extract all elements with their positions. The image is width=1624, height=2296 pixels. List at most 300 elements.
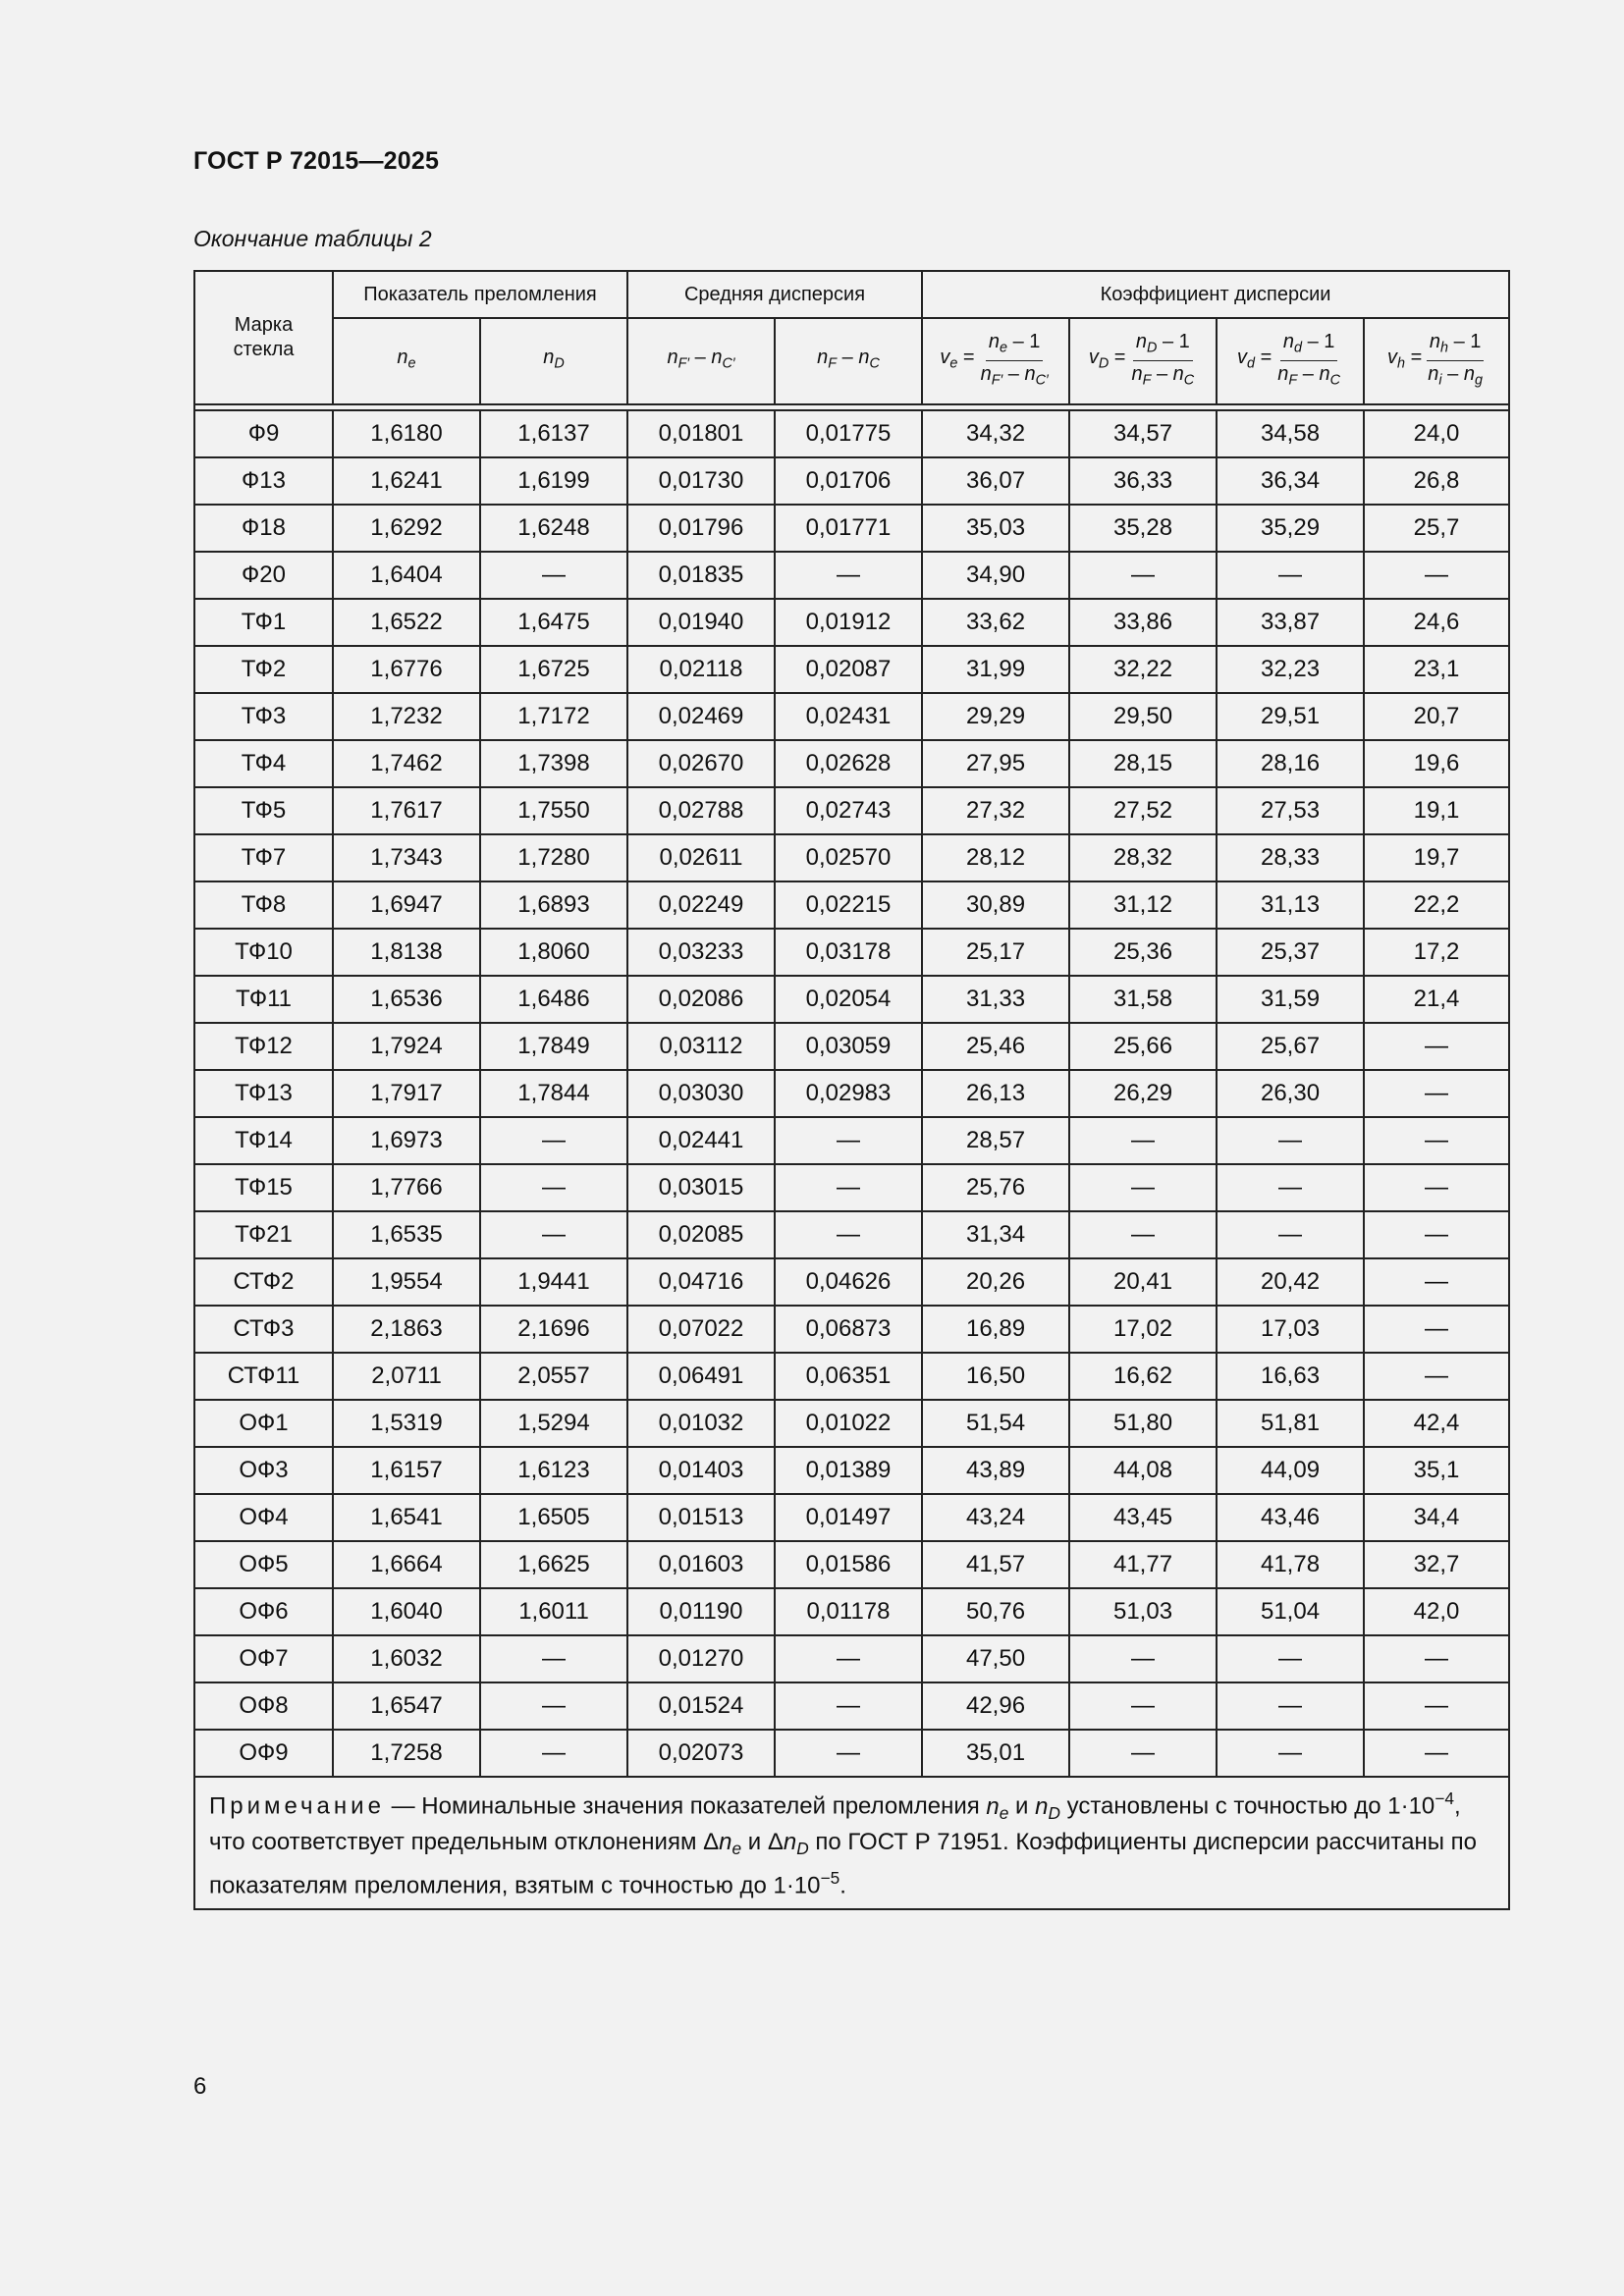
cell-brand: ТФ7 xyxy=(194,834,333,881)
cell-nF-minus-nC: 0,02570 xyxy=(775,834,922,881)
cell-vd: 32,23 xyxy=(1217,646,1364,693)
cell-nF-minus-nC: 0,02087 xyxy=(775,646,922,693)
cell-vD: 26,29 xyxy=(1069,1070,1217,1117)
cell-nD: 1,6199 xyxy=(480,457,627,505)
table-row xyxy=(194,1494,1509,1541)
header-vD-formula: $v_D$ = $\frac{n_D - 1}{n_F - n_C}$ xyxy=(1069,318,1217,404)
cell-vd: 27,53 xyxy=(1217,787,1364,834)
cell-nF-prime-minus-nC-prime: 0,01270 xyxy=(627,1635,775,1682)
cell-nD: 1,6486 xyxy=(480,976,627,1023)
cell-nF-minus-nC: — xyxy=(775,1211,922,1258)
cell-brand: ТФ11 xyxy=(194,976,333,1023)
cell-vD: — xyxy=(1069,1117,1217,1164)
cell-vD: 43,45 xyxy=(1069,1494,1217,1541)
cell-brand: ОФ1 xyxy=(194,1400,333,1447)
cell-vh: — xyxy=(1364,1682,1509,1730)
cell-brand: Ф9 xyxy=(194,410,333,457)
cell-nD: 1,5294 xyxy=(480,1400,627,1447)
table-row xyxy=(194,1211,1509,1258)
cell-brand: ТФ2 xyxy=(194,646,333,693)
cell-ve: 31,33 xyxy=(922,976,1069,1023)
table-row xyxy=(194,1023,1509,1070)
table-row xyxy=(194,1541,1509,1588)
cell-ne: 1,7462 xyxy=(333,740,480,787)
cell-nD: 1,6893 xyxy=(480,881,627,929)
cell-brand: ТФ8 xyxy=(194,881,333,929)
table-row xyxy=(194,976,1509,1023)
cell-brand: Ф13 xyxy=(194,457,333,505)
cell-ve: 28,12 xyxy=(922,834,1069,881)
cell-vD: 51,03 xyxy=(1069,1588,1217,1635)
cell-vD: 51,80 xyxy=(1069,1400,1217,1447)
cell-nD: — xyxy=(480,1211,627,1258)
cell-vh: — xyxy=(1364,1070,1509,1117)
cell-nD: — xyxy=(480,1682,627,1730)
cell-vD: 31,58 xyxy=(1069,976,1217,1023)
cell-ne: 2,0711 xyxy=(333,1353,480,1400)
cell-ne: 1,5319 xyxy=(333,1400,480,1447)
cell-vh: — xyxy=(1364,552,1509,599)
cell-ne: 1,6157 xyxy=(333,1447,480,1494)
table-row xyxy=(194,505,1509,552)
cell-ne: 1,6535 xyxy=(333,1211,480,1258)
cell-nD: 1,7550 xyxy=(480,787,627,834)
cell-vd: 31,13 xyxy=(1217,881,1364,929)
cell-ve: 50,76 xyxy=(922,1588,1069,1635)
cell-vh: 24,0 xyxy=(1364,410,1509,457)
cell-nF-minus-nC: 0,02431 xyxy=(775,693,922,740)
table-row xyxy=(194,1164,1509,1211)
cell-nF-prime-minus-nC-prime: 0,02086 xyxy=(627,976,775,1023)
cell-vD: 35,28 xyxy=(1069,505,1217,552)
cell-nF-prime-minus-nC-prime: 0,01940 xyxy=(627,599,775,646)
cell-nF-minus-nC: 0,01706 xyxy=(775,457,922,505)
cell-vd: 25,37 xyxy=(1217,929,1364,976)
cell-nD: 1,6137 xyxy=(480,410,627,457)
cell-nF-minus-nC: 0,02983 xyxy=(775,1070,922,1117)
cell-ne: 1,6547 xyxy=(333,1682,480,1730)
header-ne: $n_e$ xyxy=(333,318,480,404)
table-caption: Окончание таблицы 2 xyxy=(193,226,432,251)
cell-vh: — xyxy=(1364,1635,1509,1682)
cell-ve: 29,29 xyxy=(922,693,1069,740)
cell-vD: — xyxy=(1069,1635,1217,1682)
cell-brand: ТФ14 xyxy=(194,1117,333,1164)
cell-nF-minus-nC: 0,01912 xyxy=(775,599,922,646)
cell-brand: ТФ12 xyxy=(194,1023,333,1070)
cell-ve: 27,32 xyxy=(922,787,1069,834)
cell-vd: 43,46 xyxy=(1217,1494,1364,1541)
cell-vD: 34,57 xyxy=(1069,410,1217,457)
cell-vd: 28,33 xyxy=(1217,834,1364,881)
cell-ne: 1,7924 xyxy=(333,1023,480,1070)
header-dispersion-coefficient: Коэффициент дисперсии xyxy=(922,271,1509,318)
cell-nF-prime-minus-nC-prime: 0,06491 xyxy=(627,1353,775,1400)
cell-ne: 1,9554 xyxy=(333,1258,480,1306)
cell-ne: 1,6776 xyxy=(333,646,480,693)
cell-ne: 1,7617 xyxy=(333,787,480,834)
table-row xyxy=(194,787,1509,834)
cell-brand: ТФ5 xyxy=(194,787,333,834)
table-row xyxy=(194,1306,1509,1353)
cell-nF-minus-nC: 0,01586 xyxy=(775,1541,922,1588)
cell-nF-prime-minus-nC-prime: 0,03233 xyxy=(627,929,775,976)
cell-nF-minus-nC: 0,04626 xyxy=(775,1258,922,1306)
cell-ve: 16,89 xyxy=(922,1306,1069,1353)
cell-vh: 32,7 xyxy=(1364,1541,1509,1588)
cell-nD: — xyxy=(480,552,627,599)
cell-vD: 44,08 xyxy=(1069,1447,1217,1494)
cell-vd: 41,78 xyxy=(1217,1541,1364,1588)
cell-nF-minus-nC: 0,02215 xyxy=(775,881,922,929)
cell-vh: — xyxy=(1364,1730,1509,1777)
cell-vd: 36,34 xyxy=(1217,457,1364,505)
cell-ve: 20,26 xyxy=(922,1258,1069,1306)
cell-ne: 1,6664 xyxy=(333,1541,480,1588)
cell-brand: ТФ3 xyxy=(194,693,333,740)
cell-vD: 29,50 xyxy=(1069,693,1217,740)
cell-nD: 1,6123 xyxy=(480,1447,627,1494)
cell-nD: 1,8060 xyxy=(480,929,627,976)
cell-nD: 1,7844 xyxy=(480,1070,627,1117)
cell-nF-minus-nC: 0,06873 xyxy=(775,1306,922,1353)
cell-nD: 1,7172 xyxy=(480,693,627,740)
table-row xyxy=(194,693,1509,740)
cell-ne: 1,8138 xyxy=(333,929,480,976)
cell-vd: 25,67 xyxy=(1217,1023,1364,1070)
table-row xyxy=(194,929,1509,976)
cell-vd: 28,16 xyxy=(1217,740,1364,787)
cell-nF-minus-nC: — xyxy=(775,1682,922,1730)
table-row xyxy=(194,646,1509,693)
cell-vD: 41,77 xyxy=(1069,1541,1217,1588)
cell-vd: 35,29 xyxy=(1217,505,1364,552)
cell-ve: 36,07 xyxy=(922,457,1069,505)
cell-vd: — xyxy=(1217,1635,1364,1682)
cell-vd: 17,03 xyxy=(1217,1306,1364,1353)
cell-vh: 42,4 xyxy=(1364,1400,1509,1447)
table-row xyxy=(194,1447,1509,1494)
cell-nF-prime-minus-nC-prime: 0,02085 xyxy=(627,1211,775,1258)
cell-vD: 31,12 xyxy=(1069,881,1217,929)
cell-nD: 2,0557 xyxy=(480,1353,627,1400)
cell-ve: 25,76 xyxy=(922,1164,1069,1211)
cell-ve: 25,17 xyxy=(922,929,1069,976)
cell-brand: ТФ1 xyxy=(194,599,333,646)
cell-brand: ТФ10 xyxy=(194,929,333,976)
cell-vh: 21,4 xyxy=(1364,976,1509,1023)
cell-vd: 16,63 xyxy=(1217,1353,1364,1400)
cell-vd: — xyxy=(1217,1164,1364,1211)
cell-vh: — xyxy=(1364,1117,1509,1164)
cell-vd: 51,81 xyxy=(1217,1400,1364,1447)
cell-nF-prime-minus-nC-prime: 0,01730 xyxy=(627,457,775,505)
table-row xyxy=(194,834,1509,881)
cell-vh: 19,1 xyxy=(1364,787,1509,834)
table-row xyxy=(194,1682,1509,1730)
cell-ve: 34,32 xyxy=(922,410,1069,457)
cell-brand: Ф20 xyxy=(194,552,333,599)
table-row xyxy=(194,1400,1509,1447)
cell-vd: 44,09 xyxy=(1217,1447,1364,1494)
cell-ve: 43,24 xyxy=(922,1494,1069,1541)
cell-nF-prime-minus-nC-prime: 0,03030 xyxy=(627,1070,775,1117)
cell-nD: — xyxy=(480,1117,627,1164)
cell-nD: 1,6505 xyxy=(480,1494,627,1541)
cell-nF-prime-minus-nC-prime: 0,01801 xyxy=(627,410,775,457)
cell-nF-prime-minus-nC-prime: 0,01796 xyxy=(627,505,775,552)
cell-vh: 42,0 xyxy=(1364,1588,1509,1635)
cell-vd: — xyxy=(1217,1117,1364,1164)
cell-nF-minus-nC: 0,02743 xyxy=(775,787,922,834)
cell-brand: ТФ13 xyxy=(194,1070,333,1117)
cell-nF-minus-nC: — xyxy=(775,1730,922,1777)
table-row xyxy=(194,1070,1509,1117)
cell-vh: — xyxy=(1364,1211,1509,1258)
cell-ne: 1,6040 xyxy=(333,1588,480,1635)
cell-vh: — xyxy=(1364,1306,1509,1353)
cell-ne: 1,6404 xyxy=(333,552,480,599)
cell-nF-minus-nC: 0,01022 xyxy=(775,1400,922,1447)
cell-vh: 19,7 xyxy=(1364,834,1509,881)
table-row xyxy=(194,1117,1509,1164)
cell-vd: — xyxy=(1217,1211,1364,1258)
cell-vd: — xyxy=(1217,1682,1364,1730)
table-row xyxy=(194,1635,1509,1682)
cell-nF-prime-minus-nC-prime: 0,02441 xyxy=(627,1117,775,1164)
cell-brand: ОФ7 xyxy=(194,1635,333,1682)
cell-ve: 31,99 xyxy=(922,646,1069,693)
cell-ve: 43,89 xyxy=(922,1447,1069,1494)
cell-vD: 28,32 xyxy=(1069,834,1217,881)
cell-vd: 20,42 xyxy=(1217,1258,1364,1306)
cell-ne: 1,7232 xyxy=(333,693,480,740)
cell-vd: — xyxy=(1217,1730,1364,1777)
cell-ne: 1,7343 xyxy=(333,834,480,881)
cell-vD: 20,41 xyxy=(1069,1258,1217,1306)
table-row xyxy=(194,1730,1509,1777)
cell-ne: 1,6947 xyxy=(333,881,480,929)
cell-nD: 1,6725 xyxy=(480,646,627,693)
cell-nF-minus-nC: 0,03178 xyxy=(775,929,922,976)
cell-brand: ТФ4 xyxy=(194,740,333,787)
cell-nF-prime-minus-nC-prime: 0,01603 xyxy=(627,1541,775,1588)
cell-nF-minus-nC: 0,01771 xyxy=(775,505,922,552)
cell-vD: 33,86 xyxy=(1069,599,1217,646)
cell-ve: 35,01 xyxy=(922,1730,1069,1777)
cell-nD: 1,7280 xyxy=(480,834,627,881)
cell-nD: 1,9441 xyxy=(480,1258,627,1306)
cell-vd: 33,87 xyxy=(1217,599,1364,646)
cell-vd: 34,58 xyxy=(1217,410,1364,457)
cell-ve: 34,90 xyxy=(922,552,1069,599)
cell-vD: 17,02 xyxy=(1069,1306,1217,1353)
page-number: 6 xyxy=(193,2073,207,2100)
cell-ve: 28,57 xyxy=(922,1117,1069,1164)
cell-nF-prime-minus-nC-prime: 0,02469 xyxy=(627,693,775,740)
cell-vD: 32,22 xyxy=(1069,646,1217,693)
cell-nF-prime-minus-nC-prime: 0,04716 xyxy=(627,1258,775,1306)
cell-vh: — xyxy=(1364,1258,1509,1306)
header-mean-dispersion: Средняя дисперсия xyxy=(627,271,922,318)
cell-vh: 24,6 xyxy=(1364,599,1509,646)
header-brand: Марка стекла xyxy=(194,271,333,404)
table-row xyxy=(194,552,1509,599)
table-row xyxy=(194,881,1509,929)
cell-brand: ОФ6 xyxy=(194,1588,333,1635)
cell-brand: ОФ4 xyxy=(194,1494,333,1541)
cell-vd: 31,59 xyxy=(1217,976,1364,1023)
glass-data-table xyxy=(193,270,1510,1910)
cell-vD: 28,15 xyxy=(1069,740,1217,787)
cell-ne: 1,6536 xyxy=(333,976,480,1023)
cell-nD: 1,6625 xyxy=(480,1541,627,1588)
cell-nF-prime-minus-nC-prime: 0,03015 xyxy=(627,1164,775,1211)
table-row xyxy=(194,1353,1509,1400)
header-ve-formula: $v_e$ = $\frac{n_e - 1}{n_{F'} - n_{C'}}$ xyxy=(922,318,1069,404)
cell-nD: — xyxy=(480,1730,627,1777)
cell-vD: 25,66 xyxy=(1069,1023,1217,1070)
cell-vh: 17,2 xyxy=(1364,929,1509,976)
cell-ve: 27,95 xyxy=(922,740,1069,787)
cell-nF-minus-nC: — xyxy=(775,1117,922,1164)
cell-vd: 51,04 xyxy=(1217,1588,1364,1635)
cell-ve: 31,34 xyxy=(922,1211,1069,1258)
cell-vh: 35,1 xyxy=(1364,1447,1509,1494)
cell-ve: 42,96 xyxy=(922,1682,1069,1730)
cell-nF-minus-nC: — xyxy=(775,552,922,599)
cell-nF-minus-nC: 0,01389 xyxy=(775,1447,922,1494)
cell-nD: — xyxy=(480,1164,627,1211)
header-vh-formula: $v_h$ = $\frac{n_h - 1}{n_i - n_g}$ xyxy=(1364,318,1509,404)
cell-nF-prime-minus-nC-prime: 0,02118 xyxy=(627,646,775,693)
cell-brand: ТФ21 xyxy=(194,1211,333,1258)
cell-vd: 29,51 xyxy=(1217,693,1364,740)
header-nF-prime-minus-nC-prime: $n_{F'} - n_{C'}$ xyxy=(627,318,775,404)
cell-nF-prime-minus-nC-prime: 0,02670 xyxy=(627,740,775,787)
cell-nF-prime-minus-nC-prime: 0,01032 xyxy=(627,1400,775,1447)
cell-brand: ОФ3 xyxy=(194,1447,333,1494)
cell-ne: 1,6541 xyxy=(333,1494,480,1541)
table-row xyxy=(194,457,1509,505)
cell-brand: ОФ8 xyxy=(194,1682,333,1730)
cell-vD: 25,36 xyxy=(1069,929,1217,976)
header-nF-minus-nC: $n_F - n_C$ xyxy=(775,318,922,404)
cell-nF-prime-minus-nC-prime: 0,01835 xyxy=(627,552,775,599)
cell-nF-prime-minus-nC-prime: 0,02249 xyxy=(627,881,775,929)
cell-vh: — xyxy=(1364,1164,1509,1211)
cell-nD: 1,6475 xyxy=(480,599,627,646)
cell-nF-minus-nC: 0,02628 xyxy=(775,740,922,787)
cell-vD: 27,52 xyxy=(1069,787,1217,834)
cell-vh: 34,4 xyxy=(1364,1494,1509,1541)
cell-ve: 41,57 xyxy=(922,1541,1069,1588)
cell-nD: 1,6248 xyxy=(480,505,627,552)
cell-nF-minus-nC: 0,01497 xyxy=(775,1494,922,1541)
cell-brand: ОФ9 xyxy=(194,1730,333,1777)
cell-vD: — xyxy=(1069,1164,1217,1211)
cell-ne: 1,6032 xyxy=(333,1635,480,1682)
cell-nD: 1,7849 xyxy=(480,1023,627,1070)
table-row xyxy=(194,1258,1509,1306)
table-row xyxy=(194,410,1509,457)
cell-brand: ОФ5 xyxy=(194,1541,333,1588)
cell-nF-prime-minus-nC-prime: 0,02611 xyxy=(627,834,775,881)
cell-vD: 36,33 xyxy=(1069,457,1217,505)
cell-ve: 25,46 xyxy=(922,1023,1069,1070)
cell-vD: — xyxy=(1069,552,1217,599)
cell-nF-minus-nC: 0,01178 xyxy=(775,1588,922,1635)
cell-brand: СТФ2 xyxy=(194,1258,333,1306)
cell-vh: — xyxy=(1364,1023,1509,1070)
cell-ve: 16,50 xyxy=(922,1353,1069,1400)
cell-nF-minus-nC: 0,01775 xyxy=(775,410,922,457)
cell-ve: 35,03 xyxy=(922,505,1069,552)
header-refractive-index: Показатель преломления xyxy=(333,271,627,318)
cell-ne: 1,6522 xyxy=(333,599,480,646)
cell-ve: 33,62 xyxy=(922,599,1069,646)
cell-brand: Ф18 xyxy=(194,505,333,552)
cell-vd: 26,30 xyxy=(1217,1070,1364,1117)
cell-brand: СТФ3 xyxy=(194,1306,333,1353)
cell-nF-prime-minus-nC-prime: 0,02073 xyxy=(627,1730,775,1777)
cell-nF-prime-minus-nC-prime: 0,01403 xyxy=(627,1447,775,1494)
cell-vh: 19,6 xyxy=(1364,740,1509,787)
cell-nF-prime-minus-nC-prime: 0,03112 xyxy=(627,1023,775,1070)
cell-nD: 1,7398 xyxy=(480,740,627,787)
cell-ne: 1,7766 xyxy=(333,1164,480,1211)
table-note: Примечание — Номинальные значения показателей преломления $n_e$ и $n_D$ установлены с точностью до $1\cdot 10^{-4}$, что соответствует предельным отклонениям $\Delta n_e$ и $\Delta n_D$ по ГОСТ Р 71951. Коэффициенты дисперсии рассчитаны по показателям преломления, взятым с точностью до $1\cdot 10^{-5}$. xyxy=(194,1777,1509,1909)
cell-nF-minus-nC: 0,02054 xyxy=(775,976,922,1023)
cell-nF-prime-minus-nC-prime: 0,02788 xyxy=(627,787,775,834)
cell-vD: — xyxy=(1069,1211,1217,1258)
cell-ne: 1,6180 xyxy=(333,410,480,457)
cell-ve: 47,50 xyxy=(922,1635,1069,1682)
cell-nF-minus-nC: — xyxy=(775,1164,922,1211)
cell-nF-minus-nC: 0,06351 xyxy=(775,1353,922,1400)
table-row xyxy=(194,1588,1509,1635)
cell-vh: 22,2 xyxy=(1364,881,1509,929)
cell-vD: — xyxy=(1069,1682,1217,1730)
cell-vd: — xyxy=(1217,552,1364,599)
cell-vh: 23,1 xyxy=(1364,646,1509,693)
cell-ne: 1,7258 xyxy=(333,1730,480,1777)
document-header: ГОСТ Р 72015—2025 xyxy=(193,147,440,175)
cell-ve: 26,13 xyxy=(922,1070,1069,1117)
cell-nF-minus-nC: — xyxy=(775,1635,922,1682)
cell-vh: — xyxy=(1364,1353,1509,1400)
cell-ve: 51,54 xyxy=(922,1400,1069,1447)
header-nD: $n_D$ xyxy=(480,318,627,404)
cell-nD: 1,6011 xyxy=(480,1588,627,1635)
cell-ve: 30,89 xyxy=(922,881,1069,929)
cell-nF-minus-nC: 0,03059 xyxy=(775,1023,922,1070)
cell-brand: СТФ11 xyxy=(194,1353,333,1400)
cell-ne: 1,6973 xyxy=(333,1117,480,1164)
table-row xyxy=(194,740,1509,787)
cell-vD: — xyxy=(1069,1730,1217,1777)
header-vd-formula: $v_d$ = $\frac{n_d - 1}{n_F - n_C}$ xyxy=(1217,318,1364,404)
cell-ne: 2,1863 xyxy=(333,1306,480,1353)
cell-ne: 1,6241 xyxy=(333,457,480,505)
cell-nD: — xyxy=(480,1635,627,1682)
cell-vh: 26,8 xyxy=(1364,457,1509,505)
cell-vh: 25,7 xyxy=(1364,505,1509,552)
cell-nF-prime-minus-nC-prime: 0,01513 xyxy=(627,1494,775,1541)
cell-vh: 20,7 xyxy=(1364,693,1509,740)
cell-nF-prime-minus-nC-prime: 0,01524 xyxy=(627,1682,775,1730)
cell-ne: 1,6292 xyxy=(333,505,480,552)
